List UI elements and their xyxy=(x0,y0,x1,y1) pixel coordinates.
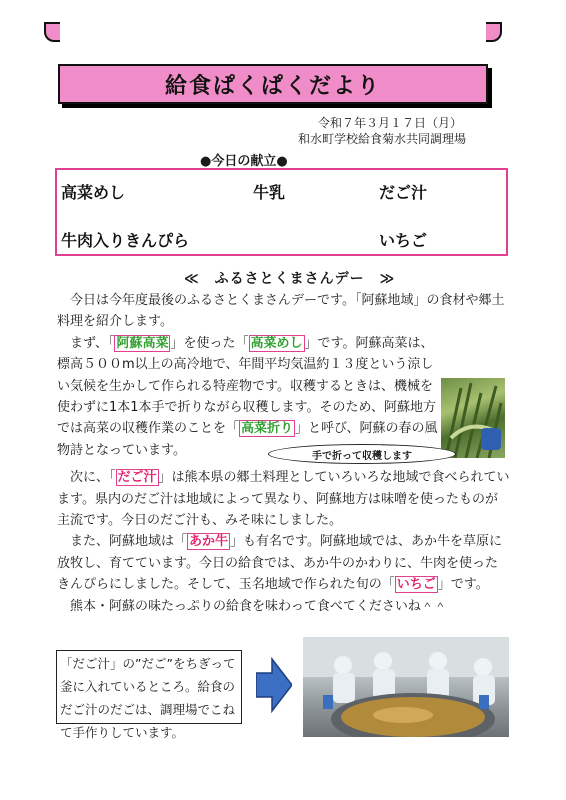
highlight-akaushi: あか牛 xyxy=(189,534,229,550)
article-paragraph: まず、「 阿蘇高菜 」を使った「 高菜めし 」です。阿蘇高菜は、標高５００m以上の高冷地で、年間平均気温約１３度という涼しい気候を生かして作られる特産物です。収穫するときは、機械を使わずに1本1本手で折りながら収穫します。そのため、阿蘇地方では高菜の収穫作業のことを「 高菜折り 」と呼び、阿蘇の春の風物詩となっています。 xyxy=(57,335,438,458)
article-paragraph: 次に、「 だご汁 」は熊本県の郷土料理としていろいろな地域で食べられています。県内のだご汁は地域によって異なり、阿蘇地方は味噌を使ったものが主流です。今日のだご汁も、みそ味にしました。 xyxy=(57,470,510,529)
banner-curl-left xyxy=(44,22,60,42)
article-paragraph: 熊本・阿蘇の味たっぷりの給食を味わって食べてくださいね＾＾ xyxy=(70,598,447,614)
highlight-takana-ori: 高菜折り xyxy=(241,421,294,437)
banner-curl-right xyxy=(486,22,502,42)
newsletter-title: 給食ぱくぱくだより xyxy=(164,73,381,99)
note-text: 「だご汁」の”だご”をちぎって釜に入れているところ。給食のだご汁のだごは、調理場でこねて手作りしています。 xyxy=(60,656,236,740)
article-paragraph: また、阿蘇地域は「 あか牛 」も有名です。阿蘇地域では、あか牛を草原に放牧し、育てています。今日の給食では、あか牛のかわりに、牛肉を使ったきんぴらにしました。そして、玉名地域で作られた旬の「 いちご 」です。 xyxy=(57,534,502,593)
note-box xyxy=(56,650,242,740)
publisher: 和水町学校給食菊水共同調理場 xyxy=(298,132,467,146)
photo-caption: 手で折って収穫します xyxy=(268,444,456,464)
highlight-ichigo: いちご xyxy=(396,577,436,593)
issue-date: 令和７年３月１７日（月） xyxy=(318,116,463,130)
arrow-right-icon xyxy=(256,655,292,715)
menu-box xyxy=(55,168,508,256)
menu-item: 高菜めし xyxy=(61,183,126,202)
highlight-takana-meshi: 高菜めし xyxy=(250,335,303,351)
photo-kitchen-cooking xyxy=(303,637,509,737)
menu-heading: ●今日の献立● xyxy=(200,154,288,169)
section-heading: ≪ ふるさとくまさんデー ≫ xyxy=(184,271,396,287)
menu-item: いちご xyxy=(379,231,428,250)
menu-item: 牛肉入りきんぴら xyxy=(61,231,190,250)
menu-item: だご汁 xyxy=(379,183,428,202)
menu-item: 牛乳 xyxy=(253,183,286,202)
article-paragraph: 今日は今年度最後のふるさとくまさんデーです。「阿蘇地域」の食材や郷土料理を紹介します。 xyxy=(57,293,505,330)
highlight-dagojiru: だご汁 xyxy=(117,470,157,486)
title-banner xyxy=(58,64,488,104)
photo-takana-harvest xyxy=(441,378,505,458)
highlight-aso-takana: 阿蘇高菜 xyxy=(116,335,169,351)
